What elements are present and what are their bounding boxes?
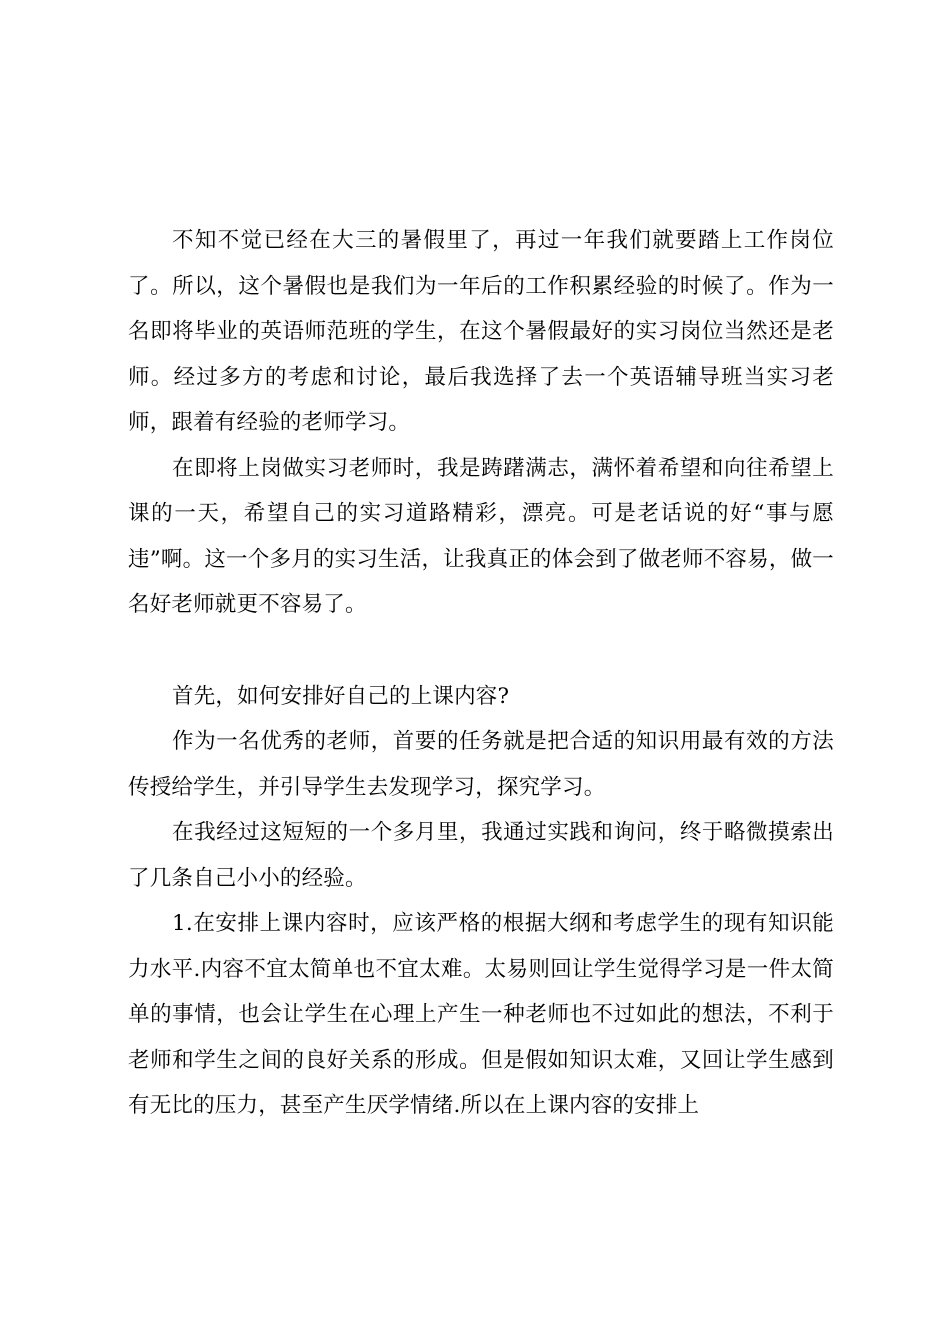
paragraph-expectation: 在即将上岗做实习老师时，我是踌躇满志，满怀着希望和向往希望上课的一天，希望自己的实习道路精彩，漂亮。可是老话说的好“事与愿违”啊。这一个多月的实习生活，让我真正的体会到了做老师不容易，做一名好老师就更不容易了。 bbox=[128, 455, 834, 617]
paragraph-experience: 在我经过这短短的一个多月里，我通过实践和询问，终于略微摸索出了几条自己小小的经验。 bbox=[128, 820, 834, 891]
paragraph-point-1: 1.在安排上课内容时，应该严格的根据大纲和考虑学生的现有知识能力水平.内容不宜太简单也不宜太难。太易则回让学生觉得学习是一件太简单的事情，也会让学生在心理上产生一种老师也不过如此的想法，不利于老师和学生之间的良好关系的形成。但是假如知识太难，又回让学生感到有无比的压力，甚至产生厌学情绪.所以在上课内容的安排上 bbox=[128, 911, 834, 1118]
paragraph-spacer bbox=[128, 628, 834, 674]
paragraph-teacher-task: 作为一名优秀的老师，首要的任务就是把合适的知识用最有效的方法传授给学生，并引导学生去发现学习，探究学习。 bbox=[128, 729, 834, 800]
paragraph-heading-question: 首先，如何安排好自己的上课内容? bbox=[172, 683, 510, 709]
document-body bbox=[128, 218, 834, 1129]
paragraph-intro: 不知不觉已经在大三的暑假里了，再过一年我们就要踏上工作岗位了。所以，这个暑假也是我们为一年后的工作积累经验的时候了。作为一名即将毕业的英语师范班的学生，在这个暑假最好的实习岗位当然还是老师。经过多方的考虑和讨论，最后我选择了去一个英语辅导班当实习老师，跟着有经验的老师学习。 bbox=[128, 228, 834, 435]
